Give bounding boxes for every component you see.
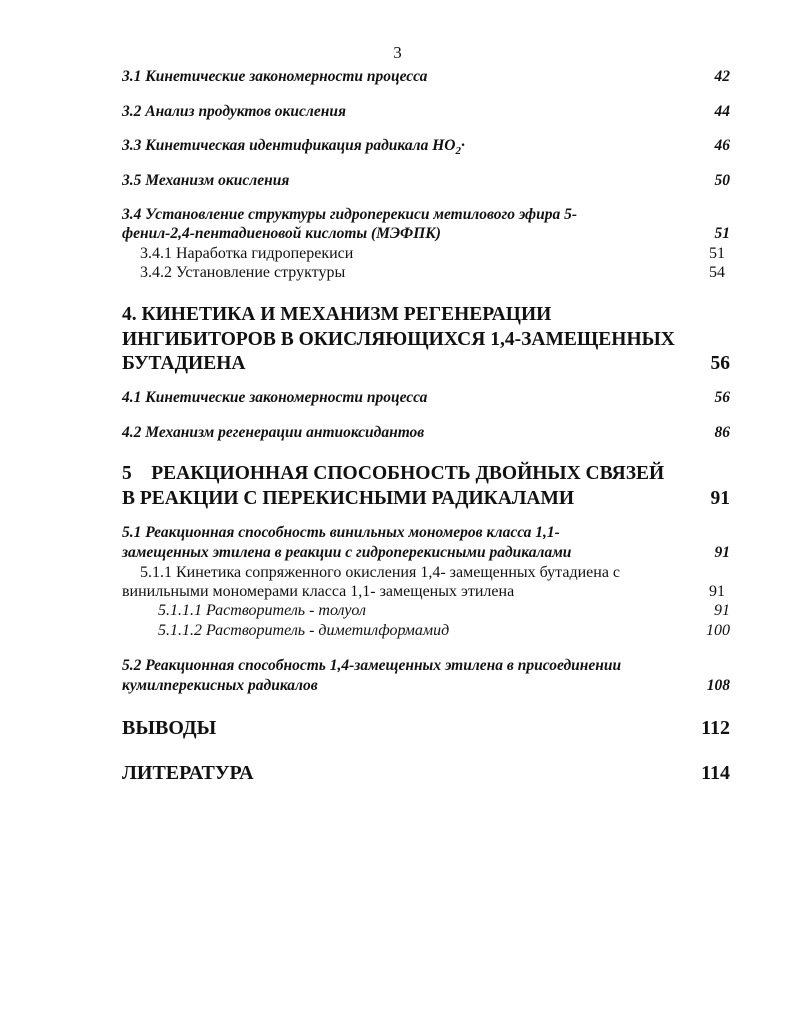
toc-entry-5-1-1-2: [158, 622, 730, 640]
toc-entry-3-4-2: [140, 264, 725, 282]
chapter-5-line1: [122, 463, 730, 485]
toc-entry-5-1-1-1: [158, 602, 730, 620]
chapter-page: 114: [701, 762, 730, 784]
toc-entry-page: 91: [714, 544, 730, 561]
chapter-title: 4. КИНЕТИКА И МЕХАНИЗМ РЕГЕНЕРАЦИИ: [122, 304, 552, 325]
toc-entry-page: 56: [714, 389, 730, 406]
toc-literature: [122, 762, 730, 785]
toc-entry-title: 5.1.1.2 Растворитель - диметилформамид: [158, 622, 450, 639]
toc-entry-page: 44: [714, 103, 730, 120]
toc-entry-page: 91: [714, 602, 730, 619]
toc-entry-3-4-line2: [122, 225, 730, 243]
chapter-title: 5 РЕАКЦИОННАЯ СПОСОБНОСТЬ ДВОЙНЫХ СВЯЗЕЙ: [122, 463, 665, 484]
toc-entry-title: 3.5 Механизм окисления: [122, 172, 290, 189]
toc-entry-4-2: [122, 424, 730, 442]
toc-entry-title: 4.2 Механизм регенерации антиоксидантов: [122, 424, 425, 441]
toc-entry-page: 42: [714, 68, 730, 85]
toc-entry-3-5: [122, 172, 730, 190]
toc-entry-page: 46: [714, 137, 730, 154]
toc-entry-title: 5.1.1 Кинетика сопряженного окисления 1,4- замещенных бутадиена с: [140, 564, 621, 581]
toc-entry-title: 5.1 Реакционная способность винильных мономеров класса 1,1-: [122, 524, 560, 541]
chapter-page: 91: [710, 488, 730, 509]
toc-entry-3-4-line1: [122, 206, 730, 224]
chapter-page: 56: [710, 353, 730, 374]
toc-entry-title: 5.1.1.1 Растворитель - толуол: [158, 602, 366, 619]
toc-entry-4-1: [122, 389, 730, 407]
toc-entry-title: 3.1 Кинетические закономерности процесса: [122, 68, 428, 85]
toc-entry-page: 108: [706, 677, 730, 694]
toc-entry-3-3: [122, 137, 730, 157]
chapter-4-line2: [122, 329, 730, 351]
toc-entry-title: винильными мономерами класса 1,1- замещеных этилена: [122, 583, 515, 600]
toc-entry-5-1-line1: [122, 524, 730, 542]
toc-entry-page: 100: [706, 622, 730, 639]
subscript: 2: [455, 145, 461, 158]
toc-entry-title: 3.4 Установление структуры гидроперекиси метилового эфира 5-: [122, 206, 578, 223]
toc-entry-title: 3.2 Анализ продуктов окисления: [122, 103, 346, 120]
chapter-title: ЛИТЕРАТУРА: [122, 762, 254, 784]
toc-entry-page: 86: [714, 424, 730, 441]
page-number: 3: [393, 43, 402, 62]
toc-entry-5-2-line1: [122, 657, 730, 675]
toc-entry-title: 3.4.1 Наработка гидроперекиси: [140, 245, 354, 262]
toc-entry-title: 5.2 Реакционная способность 1,4-замещенных этилена в присоединении: [122, 657, 622, 674]
chapter-title: БУТАДИЕНА: [122, 353, 246, 374]
toc-entry-5-1-1-line2: [122, 583, 725, 601]
chapter-4-line3: [122, 353, 730, 375]
chapter-title: ИНГИБИТОРОВ В ОКИСЛЯЮЩИХСЯ 1,4-ЗАМЕЩЕННЫХ: [122, 329, 675, 350]
radical-dot: ·: [460, 137, 465, 154]
toc-entry-title: 3.4.2 Установление структуры: [140, 264, 346, 281]
toc-entry-title: 4.1 Кинетические закономерности процесса: [122, 389, 428, 406]
chapter-4-line1: [122, 304, 730, 326]
toc-entry-3-1: [122, 68, 730, 86]
toc-entry-5-2-line2: [122, 677, 730, 695]
toc-conclusions: [122, 717, 730, 740]
toc-entry-title: [122, 137, 465, 157]
toc-entry-title: замещенных этилена в реакции с гидроперекисными радикалами: [122, 544, 572, 561]
toc-entry-page: 91: [709, 583, 725, 600]
chapter-5-line2: [122, 488, 730, 510]
toc-entry-page: 54: [709, 264, 725, 281]
chapter-title: ВЫВОДЫ: [122, 717, 217, 739]
toc-entry-title: фенил-2,4-пентадиеновой кислоты (МЭФПК): [122, 225, 441, 242]
chapter-title: В РЕАКЦИИ С ПЕРЕКИСНЫМИ РАДИКАЛАМИ: [122, 488, 575, 509]
chapter-page: 112: [701, 717, 730, 739]
toc-entry-3-4-1: [140, 245, 725, 263]
toc-entry-page: 50: [714, 172, 730, 189]
toc-entry-page: 51: [714, 225, 730, 242]
toc-entry-page: 51: [709, 245, 725, 262]
toc-entry-5-1-line2: [122, 544, 730, 562]
toc-entry-title-main: 3.3 Кинетическая идентификация радикала HO: [122, 137, 456, 154]
toc-entry-3-2: [122, 103, 730, 121]
toc-entry-title: кумилперекисных радикалов: [122, 677, 318, 694]
toc-entry-5-1-1-line1: [140, 564, 725, 582]
